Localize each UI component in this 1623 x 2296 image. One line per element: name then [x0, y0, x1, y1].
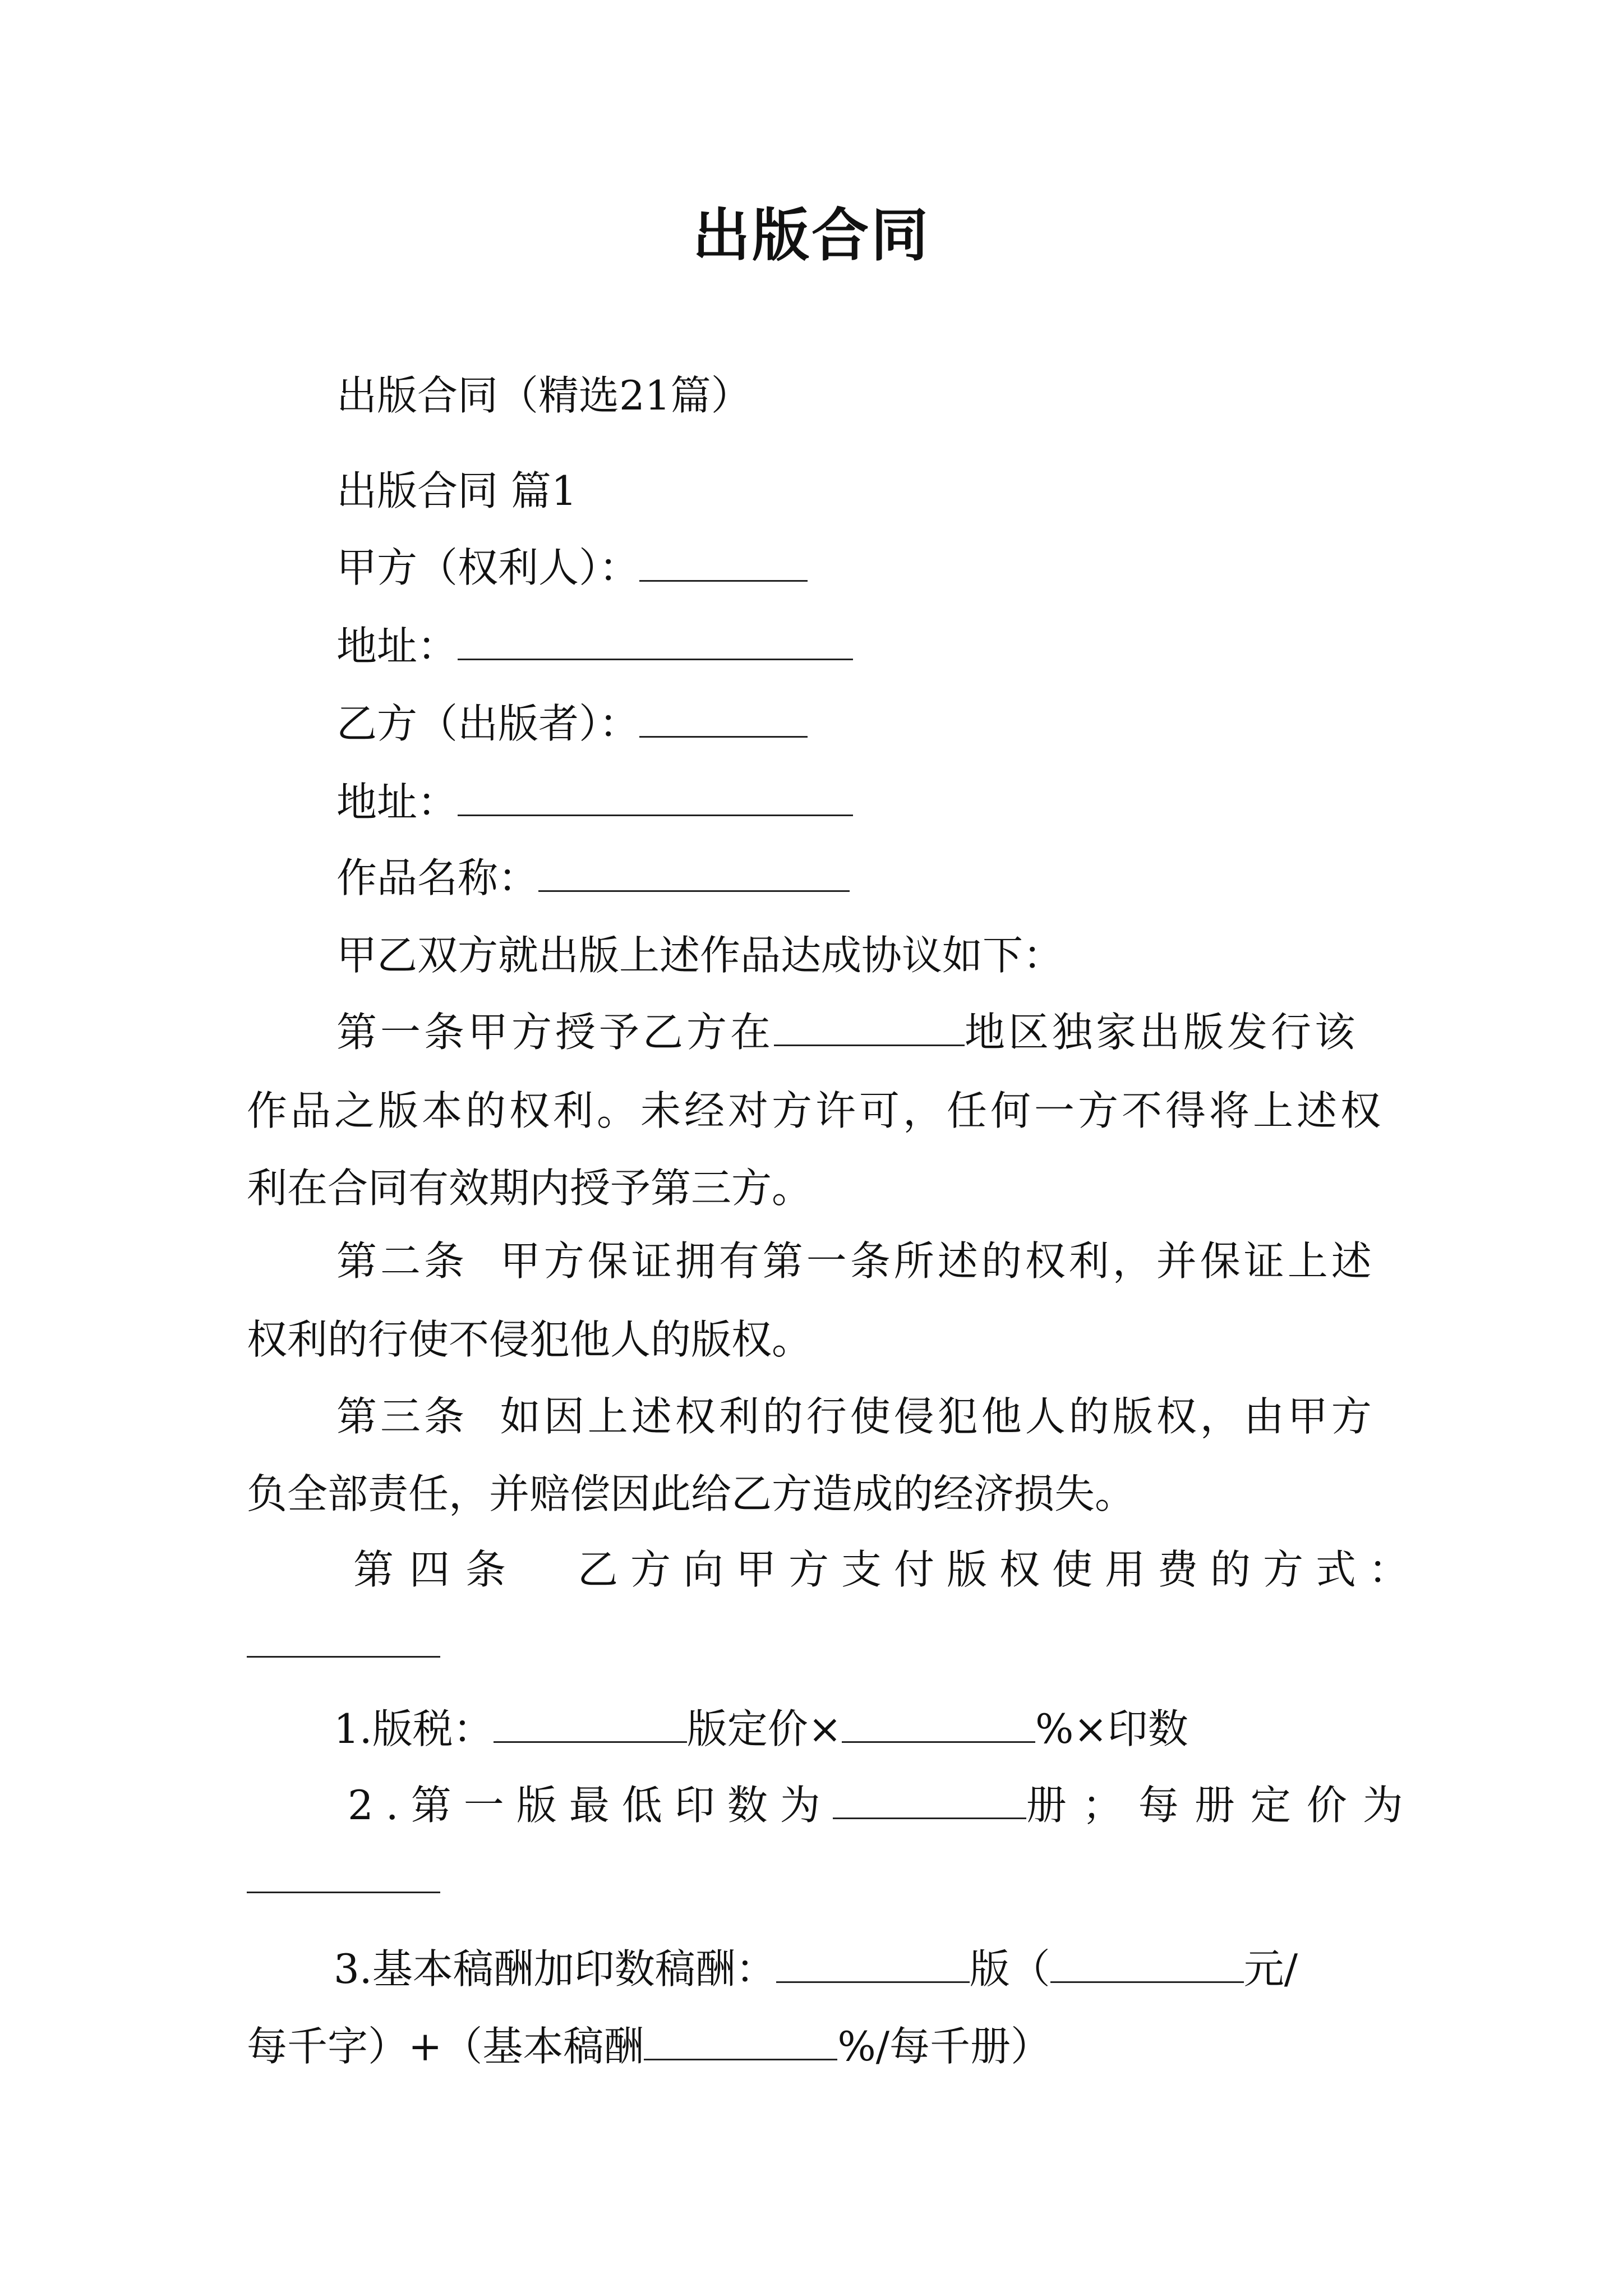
article-1-line-1: [336, 1004, 1358, 1060]
item-1-text-c: %×印数: [1035, 1705, 1188, 1752]
party-a-address-label: 地址：: [336, 623, 458, 670]
article-1-line-3: 利在合同有效期内授予第三方。: [247, 1165, 813, 1212]
article-4-label: 第四条: [353, 1546, 522, 1593]
payment-method-line: [247, 1616, 440, 1672]
article-2-line-1: 第二条 甲方保证拥有第一条所述的权利，并保证上述: [336, 1237, 1375, 1285]
print-run-blank: [833, 1777, 1026, 1819]
party-b-address-label: 地址：: [336, 779, 458, 826]
article-1-line-2: 作品之版本的权利。未经对方许可，任何一方不得将上述权: [247, 1087, 1385, 1134]
party-b-label: 乙方（出版者）：: [336, 700, 640, 747]
article-2-line-2: 权利的行使不侵犯他人的版权。: [247, 1316, 813, 1363]
agreement-intro: 甲乙双方就出版上述作品达成协议如下：: [336, 932, 1064, 979]
item-1-label: 1.版税：: [334, 1705, 494, 1752]
document-title: 出版合同: [693, 202, 930, 269]
party-b-line: [336, 696, 808, 752]
item-1-text-b: 版定价×: [686, 1705, 842, 1752]
item-3-text-b: 版（: [969, 1945, 1050, 1993]
item-3-line-1: [334, 1941, 1298, 1997]
party-b-blank: [639, 696, 808, 738]
document-subtitle: 出版合同（精选21篇）: [336, 372, 751, 419]
price-blank: [247, 1851, 440, 1893]
article-4-line: [353, 1542, 1421, 1598]
party-a-line: [336, 540, 808, 596]
work-name-label: 作品名称：: [336, 854, 539, 901]
royalty-blank-2: [842, 1701, 1035, 1743]
party-a-address-line: [336, 618, 853, 674]
item-2-line: [348, 1777, 1419, 1833]
price-line: [247, 1851, 440, 1907]
item-2-text-a: 2.第一版最低印数为: [348, 1782, 833, 1829]
party-b-address-line: [336, 774, 853, 830]
party-a-label: 甲方（权利人）：: [336, 544, 640, 591]
item-3-line-2-text-a: 每千字）+（基本稿酬: [247, 2023, 644, 2070]
royalty-blank-1: [494, 1701, 687, 1743]
party-a-address-blank: [458, 618, 853, 660]
party-b-address-blank: [458, 774, 853, 816]
article-3-line-1: 第三条 如因上述权利的行使侵犯他人的版权，由甲方: [336, 1393, 1375, 1440]
section-heading: 出版合同 篇1: [336, 467, 577, 514]
work-name-blank: [538, 850, 850, 892]
edition-blank: [776, 1941, 970, 1983]
work-name-line: [336, 850, 850, 906]
article-1-text-b: 地区独家出版发行该: [965, 1009, 1359, 1056]
region-blank: [774, 1004, 965, 1046]
fee-blank: [1050, 1941, 1244, 1983]
item-3-text-c: 元/: [1243, 1945, 1298, 1993]
item-2-text-b: 册；每册定价为: [1026, 1782, 1419, 1829]
reprint-rate-blank: [644, 2018, 837, 2060]
payment-method-blank: [247, 1616, 440, 1658]
article-3-line-2: 负全部责任，并赔偿因此给乙方造成的经济损失。: [247, 1470, 1136, 1517]
article-1-text-a: 第一条甲方授予乙方在: [336, 1009, 774, 1056]
item-3-text-a: 3.基本稿酬加印数稿酬：: [334, 1945, 776, 1993]
item-3-line-2: [247, 2018, 1051, 2074]
item-1-line: [334, 1701, 1188, 1757]
item-3-line-2-text-b: %/每千册）: [837, 2023, 1052, 2070]
party-a-blank: [639, 540, 808, 582]
article-4-text: 乙方向甲方支付版权使用费的方式：: [578, 1546, 1422, 1593]
